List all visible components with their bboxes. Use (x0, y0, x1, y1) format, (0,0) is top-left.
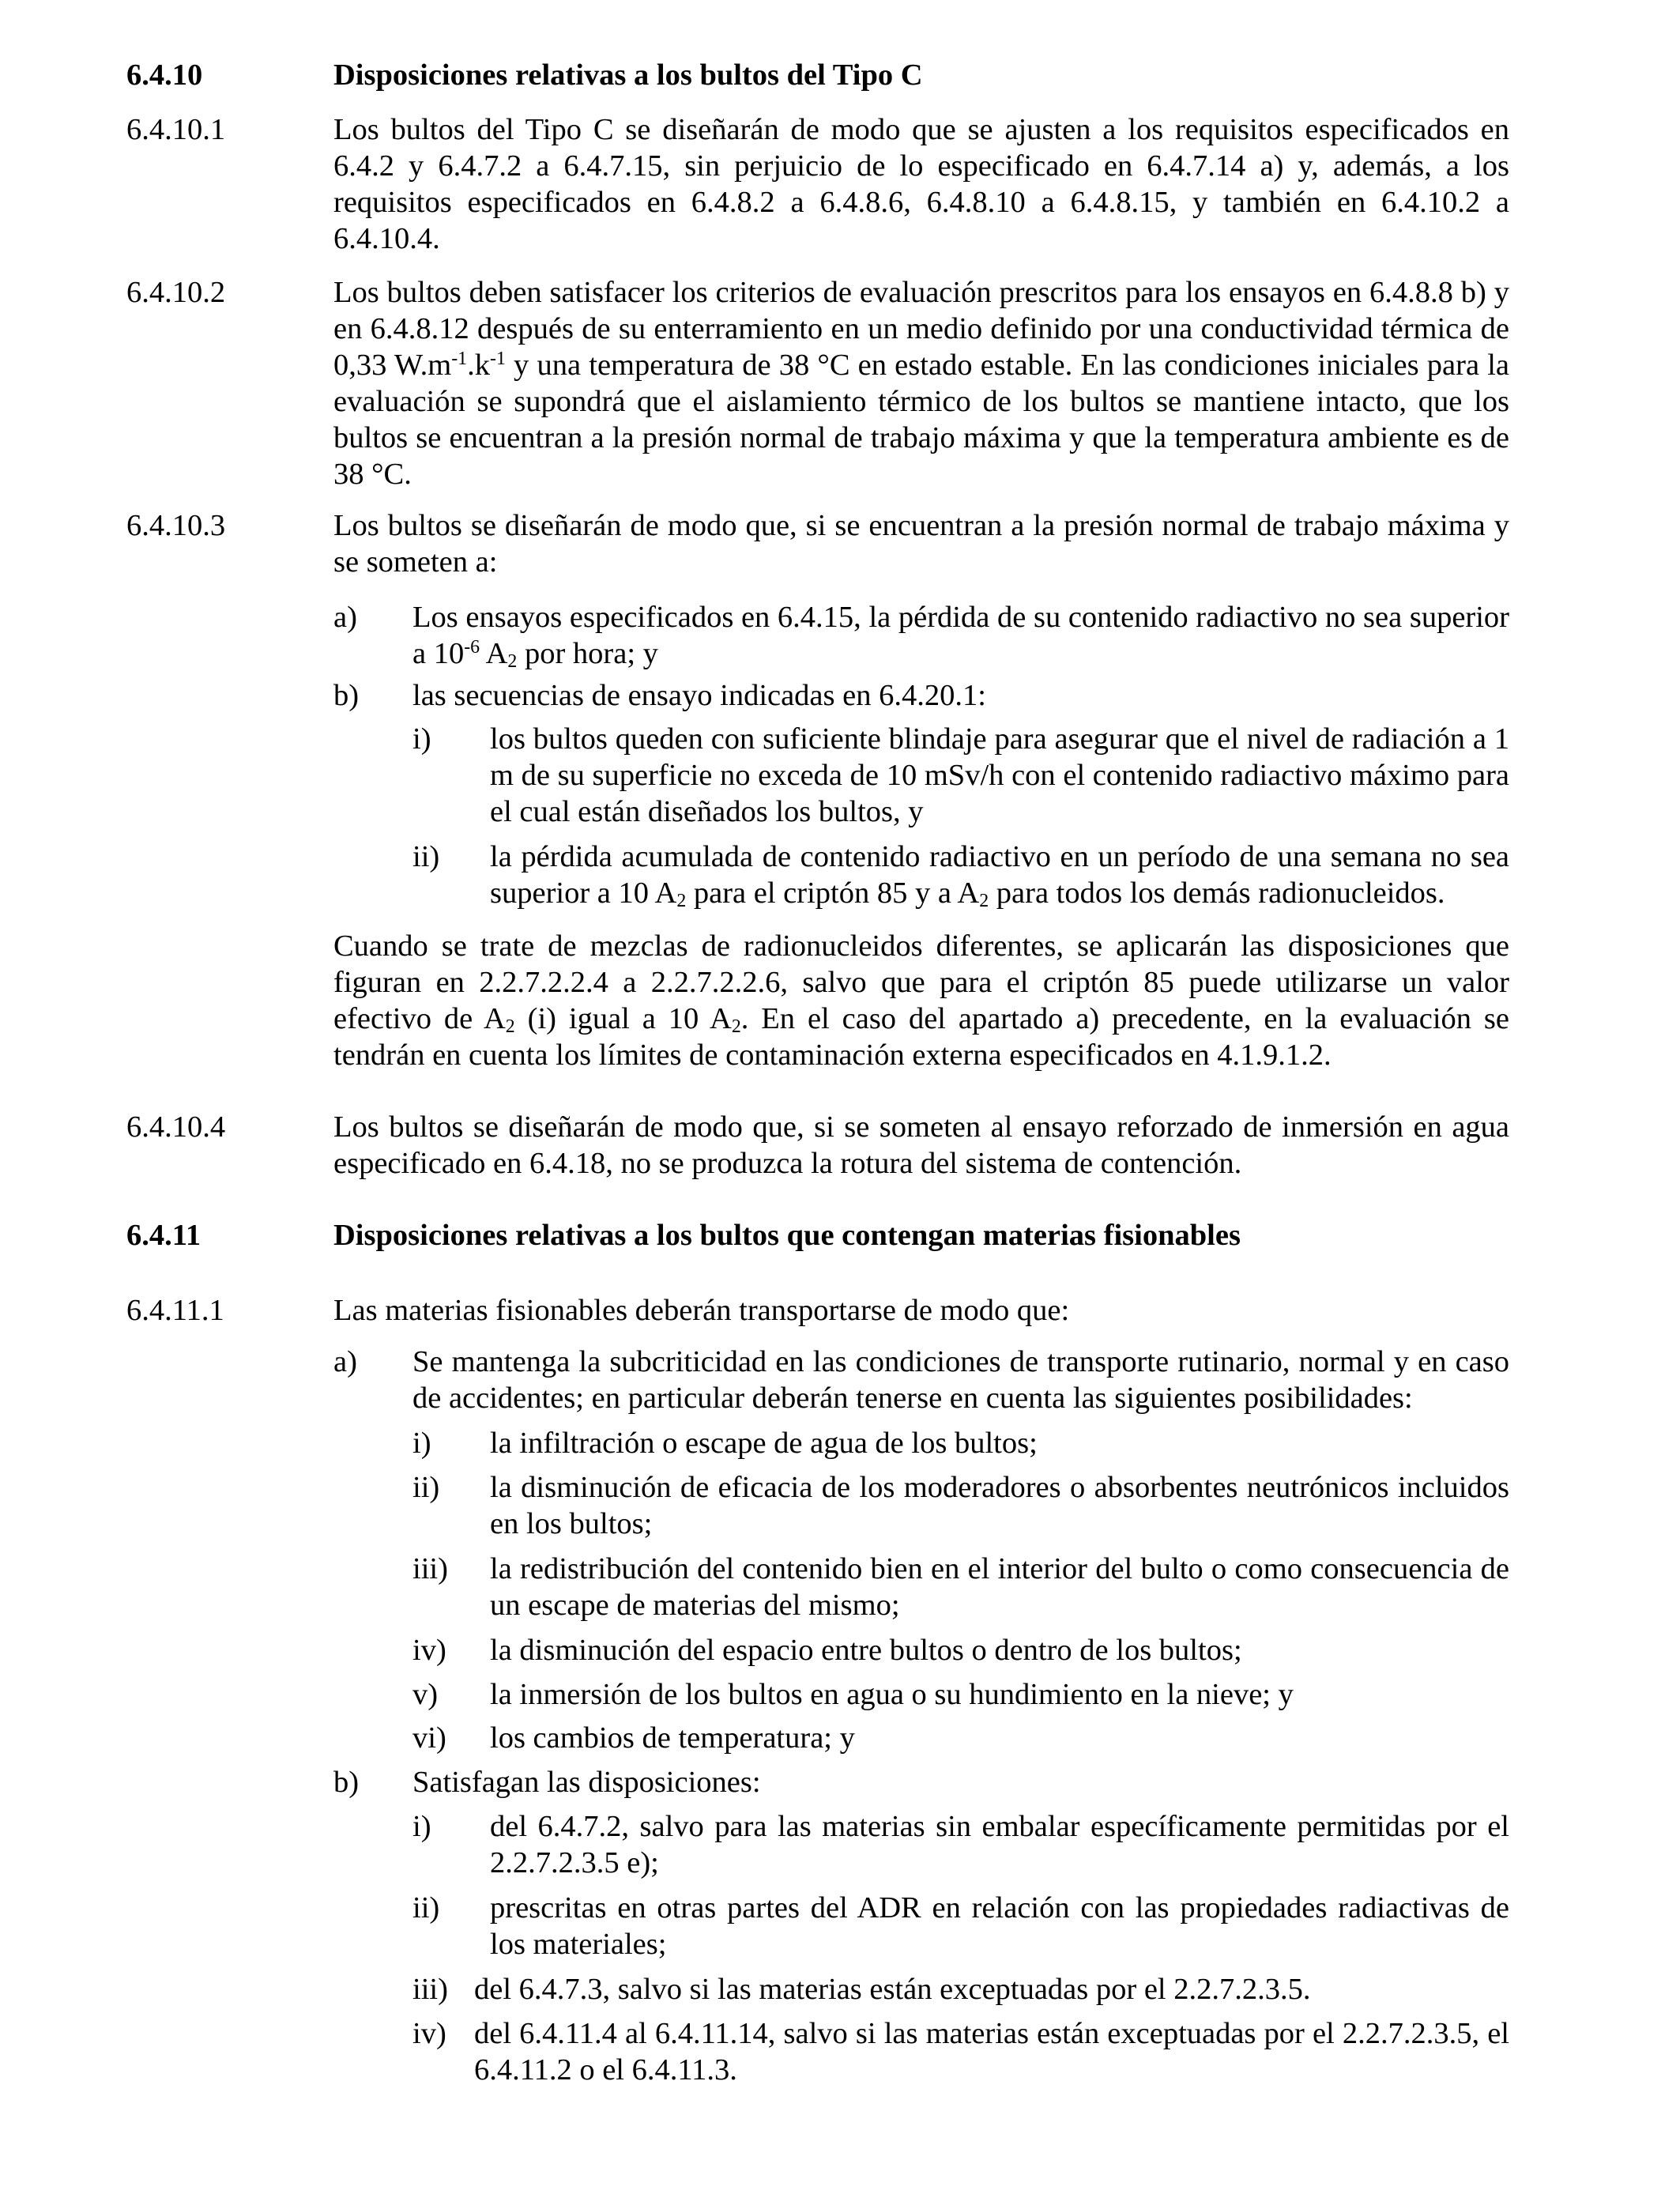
list-text: la disminución de eficacia de los moderadores o absorbentes neutrónicos incluidos en los bultos; (490, 1471, 1509, 1540)
list-text: las secuencias de ensayo indicadas en 6.4.20.1: (412, 679, 986, 712)
subscript: 2 (731, 1016, 741, 1037)
text-run: (i) igual a 10 A (514, 1002, 732, 1035)
list-label: i) (412, 722, 431, 756)
list-text: la infiltración o escape de agua de los bultos; (490, 1427, 1038, 1460)
list-label: i) (412, 1427, 431, 1460)
text-run: .k (467, 349, 490, 382)
clause-text: Los bultos se diseñarán de modo que, si se someten al ensayo reforzado de inmersión en agua especificado en 6.4.18, no se produzca la rotura del sistema de contención. (333, 1110, 1509, 1180)
subscript: 2 (507, 650, 518, 672)
list-text: Se mantenga la subcriticidad en las condiciones de transporte rutinario, normal y en caso de accidentes; en particular deberán tenerse en cuenta las siguientes posibilidades: (412, 1345, 1509, 1415)
list-text: prescritas en otras partes del ADR en relación con las propiedades radiactivas de los materiales; (490, 1891, 1509, 1961)
subscript: 2 (676, 890, 687, 911)
list-label: b) (333, 679, 360, 712)
superscript: -6 (464, 636, 480, 658)
section-title: Disposiciones relativas a los bultos que contengan materias fisionables (333, 1219, 1241, 1252)
list-label: v) (412, 1678, 439, 1711)
list-label: i) (412, 1810, 431, 1843)
clause-number: 6.4.11.1 (126, 1294, 224, 1327)
text-run: y una temperatura de 38 °C en estado estable. En las condiciones iniciales para la evaluación se supondrá que el aislamiento térmico de los bultos se mantiene intacto, que los bultos se encuentran a la presión normal de trabajo máxima y que la temperatura ambiente es de 38 °C. (333, 349, 1509, 491)
clause-text (333, 274, 1509, 492)
list-label: vi) (412, 1721, 446, 1755)
superscript: -1 (451, 348, 468, 369)
text-run: la pérdida acumulada de contenido radiactivo en un período de una semana no sea superior a 10 A (490, 840, 1509, 910)
list-text: los bultos queden con suficiente blindaje para asegurar que el nivel de radiación a 1 m de su superficie no exceda de 10 mSv/h con el contenido radiactivo máximo para el cual están diseñados los bultos, y (490, 722, 1509, 828)
list-label: iii) (412, 1973, 448, 2006)
list-label: ii) (412, 1471, 440, 1504)
section-title: Disposiciones relativas a los bultos del Tipo C (333, 58, 923, 92)
text-run: Los ensayos especificados en 6.4.15, la pérdida de su contenido radiactivo no sea superior a 10 (412, 601, 1509, 670)
clause-text: Los bultos del Tipo C se diseñarán de modo que se ajusten a los requisitos especificados en 6.4.2 y 6.4.7.2 a 6.4.7.15, sin perjuicio de lo especificado en 6.4.7.14 a) y, además, a los requisitos especificados en 6.4.8.2 a 6.4.8.6, 6.4.8.10 a 6.4.8.15, y también en 6.4.10.2 a 6.4.10.4. (333, 113, 1509, 255)
list-text (412, 599, 1509, 672)
text-run: por hora; y (517, 637, 658, 670)
list-label: iv) (412, 1634, 446, 1667)
list-label: a) (333, 601, 357, 634)
subscript: 2 (505, 1016, 515, 1037)
list-label: b) (333, 1766, 360, 1799)
text-run: A (480, 637, 508, 670)
superscript: -1 (490, 348, 506, 369)
clause-number: 6.4.10.3 (126, 509, 226, 542)
list-text: del 6.4.7.3, salvo si las materias están exceptuadas por el 2.2.7.2.3.5. (474, 1973, 1311, 2006)
clause-number: 6.4.10.4 (126, 1110, 226, 1144)
list-text: los cambios de temperatura; y (490, 1721, 855, 1755)
list-label: iii) (412, 1552, 448, 1585)
list-text (490, 839, 1509, 911)
list-label: ii) (412, 840, 440, 873)
clause-intro: Los bultos se diseñarán de modo que, si se encuentran a la presión normal de trabajo máxima y se someten a: (333, 509, 1509, 579)
clause-number: 6.4.10.2 (126, 276, 226, 309)
subscript: 2 (979, 890, 989, 911)
list-text: del 6.4.11.4 al 6.4.11.14, salvo si las materias están exceptuadas por el 2.2.7.2.3.5, el 6.4.11.2 o el 6.4.11.3. (474, 2017, 1509, 2087)
text-run: para todos los demás radionucleidos. (989, 876, 1445, 910)
text-run: . En el caso del apartado a) precedente, en la evaluación se tendrán en cuenta los límites de contaminación externa especificados en 4.1.9.1.2. (333, 1002, 1509, 1072)
list-label: a) (333, 1345, 357, 1378)
list-text: del 6.4.7.2, salvo para las materias sin embalar específicamente permitidas por el 2.2.7.2.3.5 e); (490, 1810, 1509, 1879)
list-label: iv) (412, 2017, 446, 2050)
text-run: Los bultos deben satisfacer los criterios de evaluación prescritos para los ensayos en 6.4.8.8 b) y en 6.4.8.12 después de su enterramiento en un medio definido por una conductividad térmica de 0,33 W.m (333, 276, 1509, 382)
list-text: la inmersión de los bultos en agua o su hundimiento en la nieve; y (490, 1678, 1294, 1711)
text-run: para el criptón 85 y a A (686, 876, 980, 910)
paragraph-text (333, 928, 1509, 1073)
list-label: ii) (412, 1891, 440, 1924)
list-text: la disminución del espacio entre bultos o dentro de los bultos; (490, 1634, 1242, 1667)
section-number: 6.4.10 (126, 58, 203, 92)
clause-intro: Las materias fisionables deberán transportarse de modo que: (333, 1294, 1070, 1327)
text-run: Cuando se trate de mezclas de radionucleidos diferentes, se aplicarán las disposiciones que figuran en 2.2.7.2.2.4 a 2.2.7.2.2.6, salvo que para el criptón 85 puede utilizarse un valor efectivo de A (333, 929, 1509, 1035)
list-text: Satisfagan las disposiciones: (412, 1766, 761, 1799)
section-number: 6.4.11 (126, 1219, 202, 1252)
clause-number: 6.4.10.1 (126, 113, 226, 146)
list-text: la redistribución del contenido bien en el interior del bulto o como consecuencia de un escape de materias del mismo; (490, 1552, 1509, 1622)
